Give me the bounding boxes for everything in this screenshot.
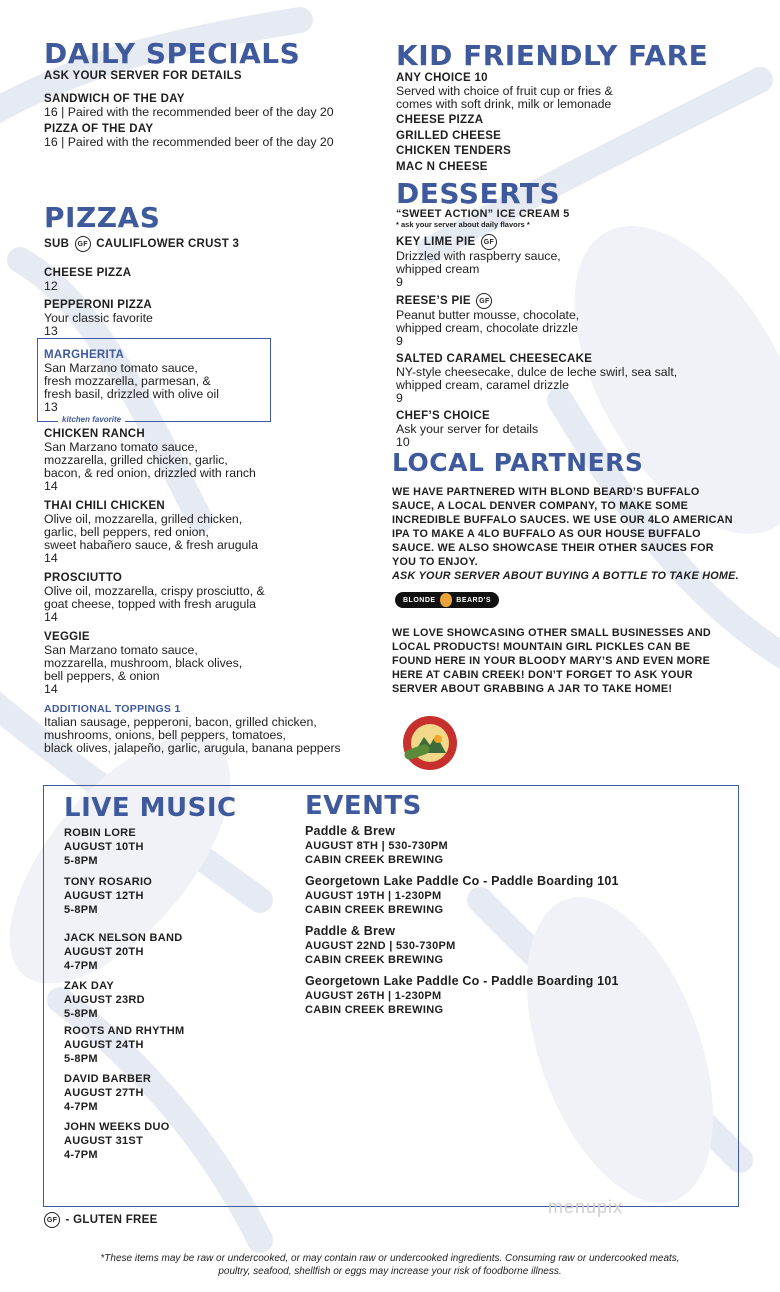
kids-desc-line: Served with choice of fruit cup or fries & <box>396 84 613 98</box>
dessert-name: CHEF’S CHOICE <box>396 410 490 422</box>
partners-line: HERE AT CABIN CREEK! DON’T FORGET TO ASK YOUR <box>392 669 693 681</box>
menu-item-desc-line: bell peppers, & onion <box>44 669 160 683</box>
menu-item-price: 13 <box>44 400 58 414</box>
special-desc: 16 | Paired with the recommended beer of the day 20 <box>44 135 334 149</box>
menu-item-desc-line: sweet habañero sauce, & fresh arugula <box>44 538 258 552</box>
menu-item-price: 12 <box>44 279 58 293</box>
dessert-item <box>396 409 766 449</box>
menu-item <box>44 630 374 696</box>
menu-item-name: CHICKEN RANCH <box>44 428 146 440</box>
dessert-item <box>396 352 766 405</box>
menu-item-price: 14 <box>44 682 58 696</box>
kids-item: MAC N CHEESE <box>396 160 488 173</box>
logo-word-left: BLONDE <box>403 596 436 604</box>
act-date: AUGUST 31ST <box>64 1135 144 1147</box>
event-item <box>305 874 725 917</box>
act-time: 5-8PM <box>64 855 98 867</box>
kids-item: CHEESE PIZZA <box>396 114 484 126</box>
kitchen-favorite-tag: kitchen favorite <box>58 415 125 424</box>
gluten-free-icon: GF <box>476 293 492 309</box>
act-date: AUGUST 27TH <box>64 1087 144 1099</box>
cauliflower-crust-line <box>44 236 239 252</box>
music-act <box>64 979 284 1021</box>
event-when: AUGUST 19TH | 1-230PM <box>305 890 442 902</box>
live-music-title: LIVE MUSIC <box>64 793 237 823</box>
menu-item-desc-line: fresh basil, drizzled with olive oil <box>44 387 219 401</box>
act-date: AUGUST 23RD <box>64 994 145 1006</box>
sub-label: SUB <box>44 238 70 251</box>
partners-line: IPA TO MAKE A 4LO BUFFALO AS OUR HOUSE BUFFALO <box>392 528 701 540</box>
toppings-title: ADDITIONAL TOPPINGS 1 <box>44 703 181 715</box>
act-time: 4-7PM <box>64 1101 98 1113</box>
toppings-line: Italian sausage, pepperoni, bacon, grilled chicken, <box>44 715 317 729</box>
daily-specials-section <box>44 37 334 149</box>
event-name: Georgetown Lake Paddle Co - Paddle Boarding 101 <box>305 974 619 988</box>
pizza-list-bottom <box>44 427 374 755</box>
act-name: JOHN WEEKS DUO <box>64 1121 170 1133</box>
event-where: CABIN CREEK BREWING <box>305 954 444 966</box>
dessert-name-line <box>396 293 766 309</box>
event-item <box>305 824 725 867</box>
menu-item <box>44 266 364 293</box>
gluten-free-icon: GF <box>44 1212 60 1228</box>
pizzas-section <box>44 201 240 252</box>
act-date: AUGUST 12TH <box>64 890 144 902</box>
events-title: EVENTS <box>305 791 422 821</box>
partners-line: SAUCE, A LOCAL DENVER COMPANY, TO MAKE SOME <box>392 500 689 512</box>
partners-line: YOU TO ENJOY. <box>392 556 478 568</box>
menu-item-desc-line: mozzarella, grilled chicken, garlic, <box>44 453 228 467</box>
event-name: Georgetown Lake Paddle Co - Paddle Boarding 101 <box>305 874 619 888</box>
dessert-desc-line: whipped cream <box>396 262 480 276</box>
kids-desc-line: comes with soft drink, milk or lemonade <box>396 97 612 111</box>
menu-item-desc-line: mozzarella, mushroom, black olives, <box>44 656 243 670</box>
dessert-desc-line: NY-style cheesecake, dulce de leche swirl, sea salt, <box>396 365 678 379</box>
menu-item-name: VEGGIE <box>44 631 90 643</box>
dessert-desc-line: Ask your server for details <box>396 422 539 436</box>
menu-item-name: PROSCIUTTO <box>44 572 123 584</box>
menu-item-price: 13 <box>44 324 58 338</box>
dessert-desc-line: whipped cream, caramel drizzle <box>396 378 569 392</box>
menu-item-desc-line: bacon, & red onion, drizzled with ranch <box>44 466 256 480</box>
event-item <box>305 924 725 967</box>
dessert-item <box>396 293 766 348</box>
menu-item-desc: Your classic favorite <box>44 311 153 325</box>
dessert-desc-line: whipped cream, chocolate drizzle <box>396 321 578 335</box>
menu-item-desc-line: garlic, bell peppers, red onion, <box>44 525 209 539</box>
menu-item-desc-line: fresh mozzarella, parmesan, & <box>44 374 211 388</box>
menu-item-desc-line: Olive oil, mozzarella, crispy prosciutto, & <box>44 584 265 598</box>
act-name: DAVID BARBER <box>64 1073 152 1085</box>
events-section <box>305 793 725 1017</box>
event-where: CABIN CREEK BREWING <box>305 904 444 916</box>
ice-cream-item: “SWEET ACTION” ICE CREAM 5 <box>396 208 570 220</box>
menu-item-name: THAI CHILI CHICKEN <box>44 500 166 512</box>
partners-line: FOUND HERE IN YOUR BLOODY MARY’S AND EVEN MORE <box>392 655 711 667</box>
cauliflower-crust-label: CAULIFLOWER CRUST 3 <box>96 238 240 251</box>
menu-item <box>44 571 374 624</box>
dessert-name: REESE’S PIE <box>396 295 471 308</box>
music-act <box>64 1072 284 1114</box>
kids-item: GRILLED CHEESE <box>396 129 502 142</box>
event-when: AUGUST 8TH | 530-730PM <box>305 840 448 852</box>
act-date: AUGUST 24TH <box>64 1039 144 1051</box>
partners-paragraph-2 <box>392 626 762 696</box>
menu-item-price: 14 <box>44 479 58 493</box>
act-date: AUGUST 20TH <box>64 946 144 958</box>
music-act <box>64 826 284 868</box>
event-name: Paddle & Brew <box>305 824 396 838</box>
event-name: Paddle & Brew <box>305 924 396 938</box>
mountain-girl-pickles-logo <box>398 713 462 773</box>
partners-line: LOCAL PRODUCTS! MOUNTAIN GIRL PICKLES CAN BE <box>392 641 691 653</box>
gluten-free-icon: GF <box>75 236 91 252</box>
special-name: PIZZA OF THE DAY <box>44 123 154 135</box>
toppings-line: black olives, jalapeño, garlic, arugula, banana peppers <box>44 741 341 755</box>
legend-text: - GLUTEN FREE <box>65 1214 158 1227</box>
menu-item-desc-line: Olive oil, mozzarella, grilled chicken, <box>44 512 243 526</box>
kids-choice: ANY CHOICE 10 <box>396 72 488 84</box>
act-date: AUGUST 10TH <box>64 841 144 853</box>
act-name: TONY ROSARIO <box>64 876 153 888</box>
raw-food-disclaimer <box>40 1252 740 1278</box>
dessert-desc-line: Peanut butter mousse, chocolate, <box>396 308 580 322</box>
gluten-free-icon: GF <box>481 234 497 250</box>
menu-item <box>44 427 374 493</box>
menu-item-desc-line: San Marzano tomato sauce, <box>44 361 198 375</box>
event-where: CABIN CREEK BREWING <box>305 1004 444 1016</box>
disclaimer-line: *These items may be raw or undercooked, or may contain raw or undercooked ingredients. Consuming raw or undercooked meats, <box>100 1253 680 1264</box>
partners-line: WE HAVE PARTNERED WITH BLOND BEARD’S BUFFALO <box>392 486 700 498</box>
act-time: 4-7PM <box>64 960 98 972</box>
event-when: AUGUST 26TH | 1-230PM <box>305 990 442 1002</box>
music-act <box>64 931 284 973</box>
pizza-list-top <box>44 266 364 342</box>
menu-item-price: 14 <box>44 610 58 624</box>
margherita-item <box>44 348 270 414</box>
gluten-free-legend <box>44 1212 158 1228</box>
event-item <box>305 974 725 1017</box>
dessert-name-line <box>396 234 766 250</box>
toppings-line: mushrooms, onions, bell peppers, tomatoes, <box>44 728 286 742</box>
act-time: 4-7PM <box>64 1149 98 1161</box>
dessert-price: 9 <box>396 275 403 289</box>
dessert-price: 9 <box>396 391 403 405</box>
menu-item-name: CHEESE PIZZA <box>44 267 132 279</box>
menu-item-name: MARGHERITA <box>44 349 125 361</box>
dessert-price: 10 <box>396 435 410 449</box>
act-name: ZAK DAY <box>64 980 114 992</box>
logo-word-right: BEARD'S <box>456 596 491 604</box>
pizzas-title: PIZZAS <box>44 201 161 234</box>
event-where: CABIN CREEK BREWING <box>305 854 444 866</box>
menu-item-price: 14 <box>44 551 58 565</box>
daily-specials-title: DAILY SPECIALS <box>44 37 301 70</box>
menu-item <box>44 499 374 565</box>
kids-item: CHICKEN TENDERS <box>396 145 512 157</box>
blonde-beards-logo <box>395 592 499 608</box>
music-act <box>64 1024 284 1066</box>
partners-line: WE LOVE SHOWCASING OTHER SMALL BUSINESSES AND <box>392 627 711 639</box>
kids-title: KID FRIENDLY FARE <box>396 39 709 72</box>
desserts-title: DESSERTS <box>396 177 561 210</box>
menu-item-desc-line: San Marzano tomato sauce, <box>44 440 198 454</box>
menu-item-name: PEPPERONI PIZZA <box>44 299 153 311</box>
act-name: ROOTS AND RHYTHM <box>64 1025 185 1037</box>
beard-icon <box>440 593 453 607</box>
act-time: 5-8PM <box>64 904 98 916</box>
watermark: menupix <box>548 1197 624 1217</box>
act-name: JACK NELSON BAND <box>64 932 183 944</box>
special-desc: 16 | Paired with the recommended beer of the day 20 <box>44 105 334 119</box>
act-time: 5-8PM <box>64 1008 98 1020</box>
music-act <box>64 875 284 917</box>
ice-cream-note: * ask your server about daily flavors * <box>396 220 530 229</box>
dessert-name: KEY LIME PIE <box>396 236 476 249</box>
event-when: AUGUST 22ND | 530-730PM <box>305 940 456 952</box>
menu-item <box>44 298 364 338</box>
kids-section <box>396 39 756 175</box>
live-music-section <box>64 795 284 1170</box>
menu-item-desc-line: goat cheese, topped with fresh arugula <box>44 597 256 611</box>
dessert-desc-line: Drizzled with raspberry sauce, <box>396 249 561 263</box>
disclaimer-line: poultry, seafood, shellfish or eggs may increase your risk of foodborne illness. <box>218 1266 562 1277</box>
dessert-name: SALTED CARAMEL CHEESECAKE <box>396 353 593 365</box>
desserts-section <box>396 177 766 453</box>
partners-line: SAUCE. WE ALSO SHOWCASE THEIR OTHER SAUCES FOR <box>392 542 714 554</box>
additional-toppings <box>44 702 374 755</box>
special-name: SANDWICH OF THE DAY <box>44 93 185 105</box>
dessert-item <box>396 234 766 289</box>
music-act <box>64 1120 284 1162</box>
partners-cta: ASK YOUR SERVER ABOUT BUYING A BOTTLE TO TAKE HOME. <box>392 570 739 582</box>
act-time: 5-8PM <box>64 1053 98 1065</box>
local-partners-section <box>392 450 762 583</box>
dessert-price: 9 <box>396 334 403 348</box>
act-name: ROBIN LORE <box>64 827 137 839</box>
menu-item-desc-line: San Marzano tomato sauce, <box>44 643 198 657</box>
local-partners-title: LOCAL PARTNERS <box>392 448 644 477</box>
partners-line: SERVER ABOUT GRABBING A JAR TO TAKE HOME! <box>392 683 673 695</box>
daily-specials-subtitle: ASK YOUR SERVER FOR DETAILS <box>44 70 242 82</box>
partners-line: INCREDIBLE BUFFALO SAUCES. WE USE OUR 4LO AMERICAN <box>392 514 733 526</box>
